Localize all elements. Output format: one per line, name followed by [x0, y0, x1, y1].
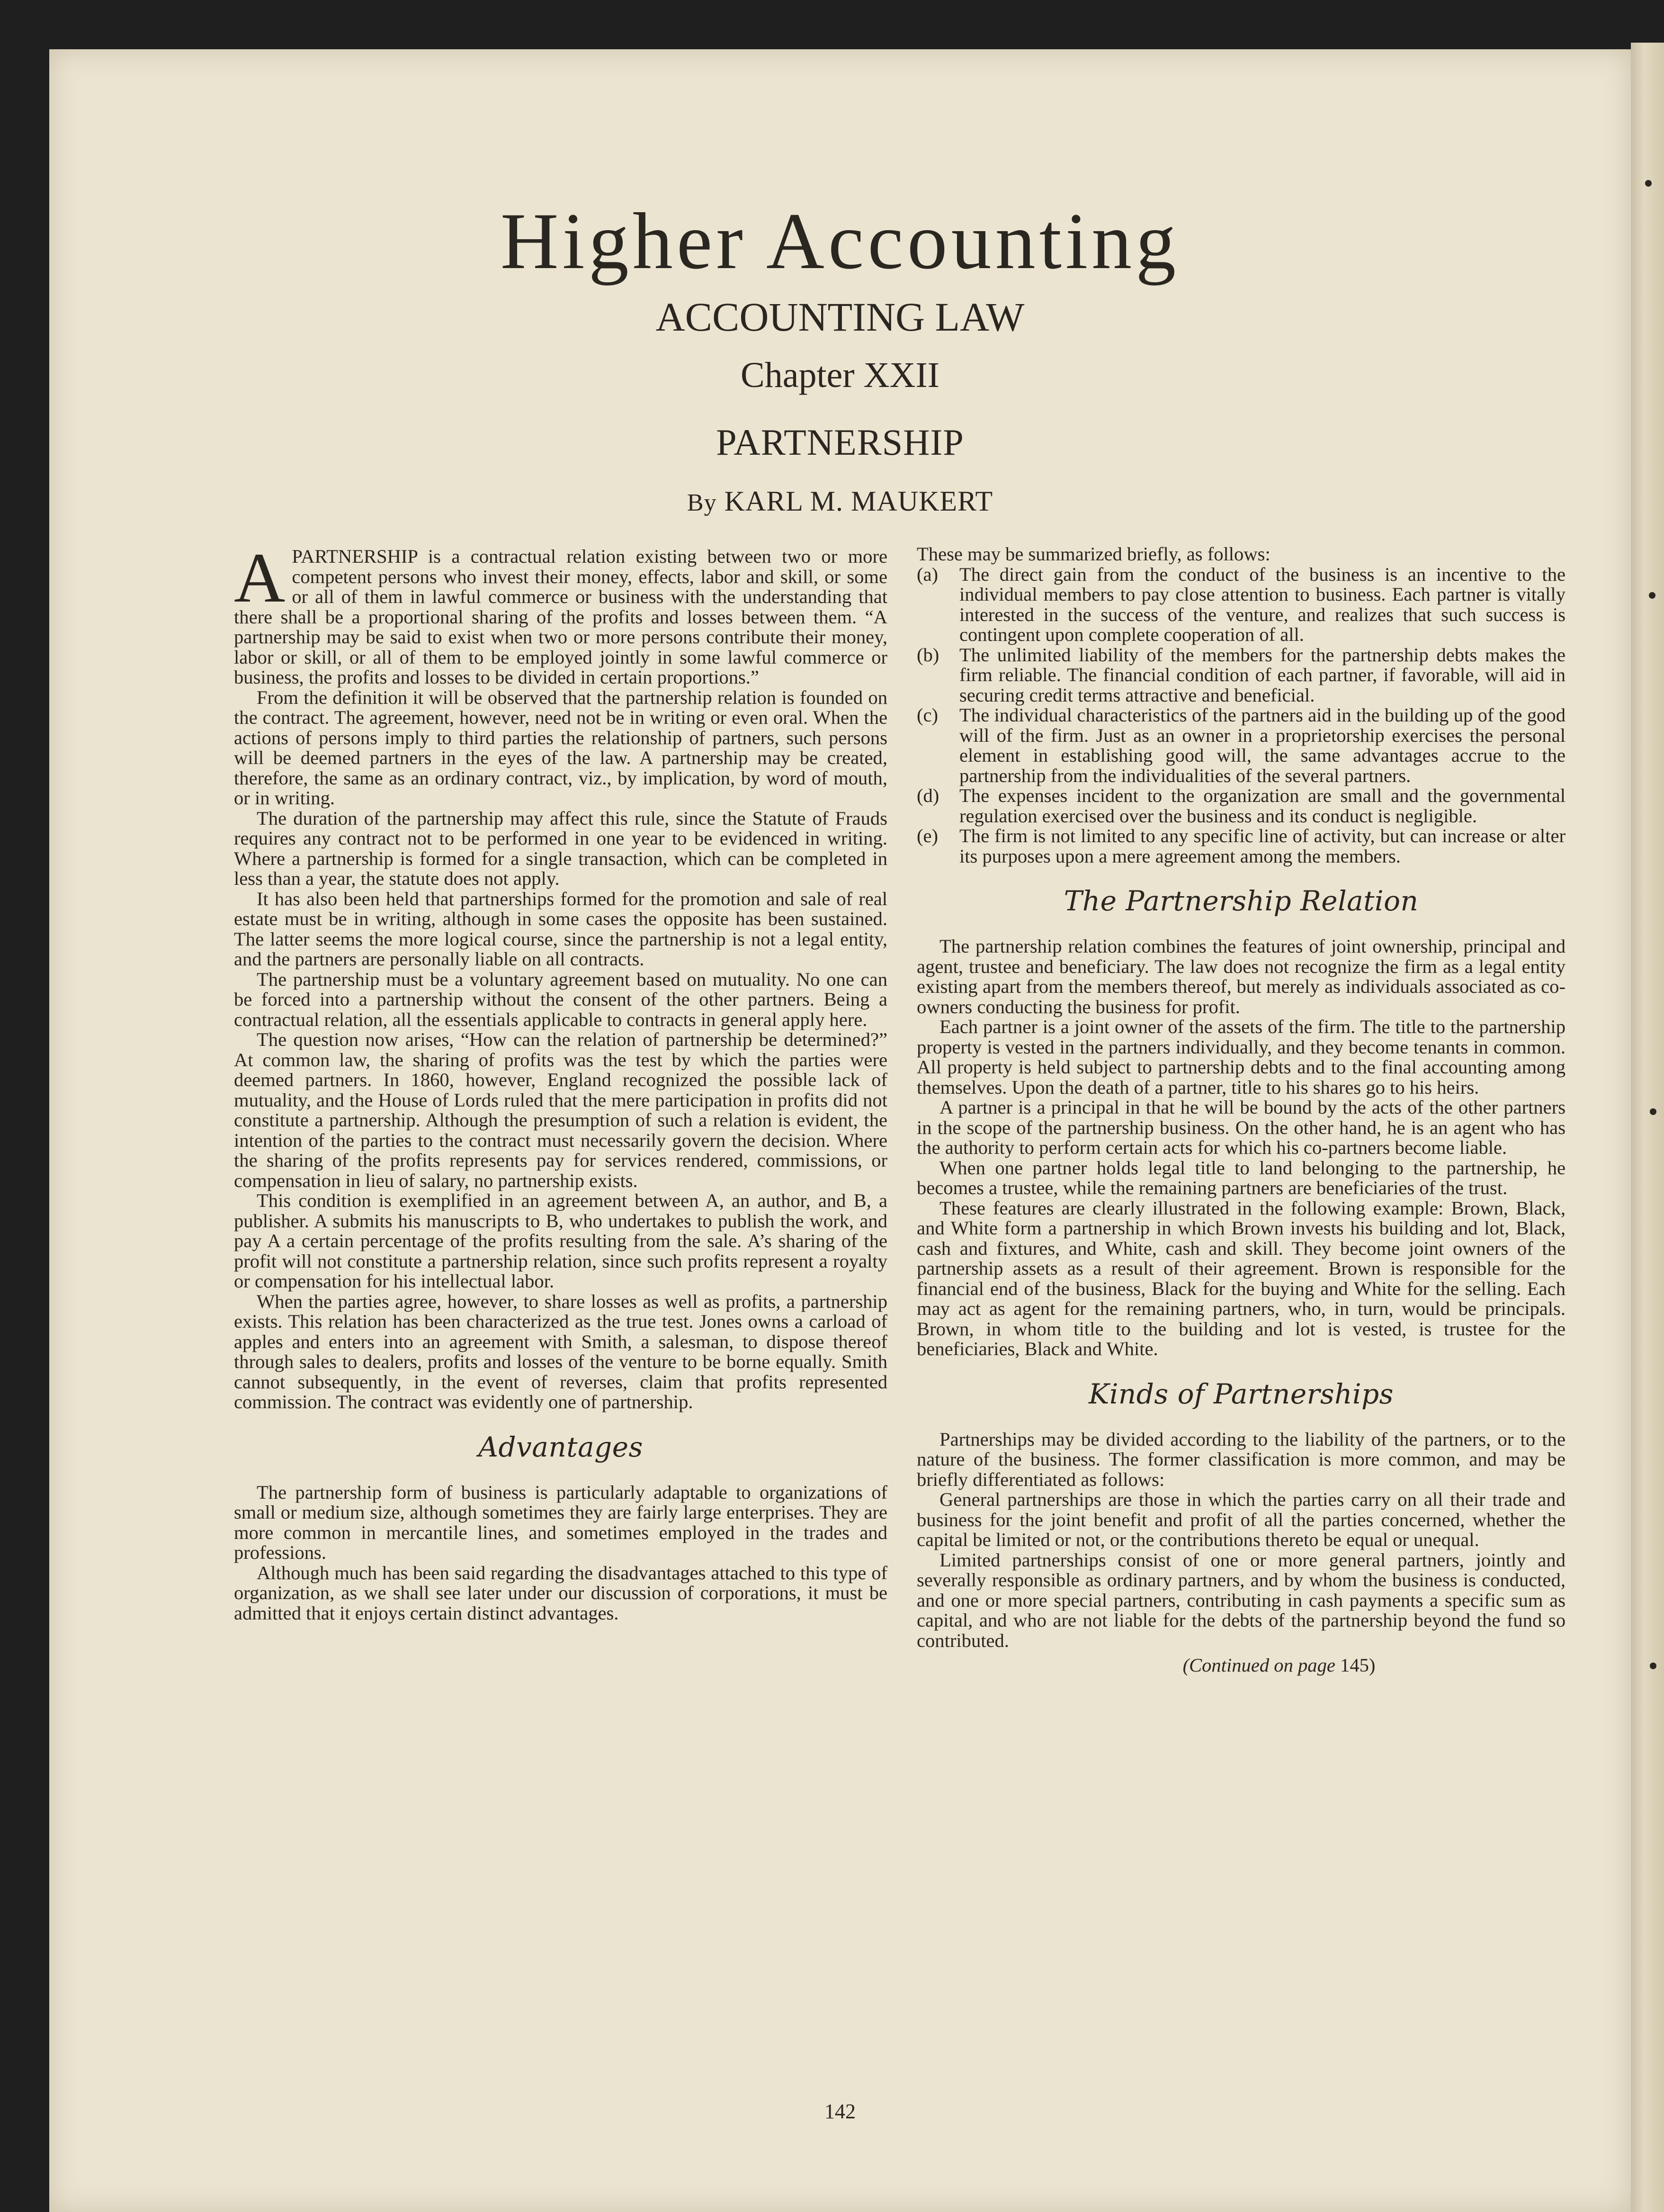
- list-intro: These may be summarized briefly, as follows:: [917, 543, 1270, 565]
- paragraph: When one partner holds legal title to land belonging to the partnership, he becomes a trustee, while the remaining partners are beneficiaries of the trust.: [917, 1157, 1566, 1198]
- advantages-list: [917, 565, 1566, 867]
- paragraph: General partnerships are those in which the parties carry on all their trade and business for the joint benefit and profit of all the parties concerned, whether the capital be limited or not, or the contributions thereto be equal or unequal.: [917, 1489, 1566, 1550]
- paragraph: Although much has been said regarding the disadvantages attached to this type of organization, as we shall see later under our discussion of corporations, it must be admitted that it enjoys certain distinct advantages.: [234, 1562, 887, 1624]
- list-item: [917, 565, 1566, 645]
- list-item: [917, 645, 1566, 706]
- paragraph: A partner is a principal in that he will be bound by the acts of the other partners in the scope of the partnership business. On the other hand, he is an agent who has the authority to perform certain acts for which his co-partners become liable.: [917, 1097, 1566, 1158]
- continued-text: (Continued on page: [1182, 1655, 1335, 1676]
- paragraph: The partnership relation combines the features of joint ownership, principal and agent, trustee and beneficiary. The law does not recognize the firm as a legal entity existing apart from the members thereof, but merely as individuals associated as co-owners conducting the business for profit.: [917, 935, 1566, 1017]
- article-subtitle: ACCOUNTING LAW: [655, 294, 1025, 340]
- paragraph: The duration of the partnership may affect this rule, since the Statute of Frauds requires any contract not to be performed in one year to be evidenced in writing. Where a partnership is formed for a single transaction, which can be completed in less than a year, the statute does not apply.: [234, 807, 887, 889]
- paragraph: Limited partnerships consist of one or more general partners, jointly and severally responsible as ordinary partners, and by whom the business is conducted, and one or more special partners, contributing in cash payments a specific sum as capital, and who are not liable for the debts of the partnership beyond the fund so contributed.: [917, 1549, 1566, 1651]
- heading-advantages: Advantages: [478, 1430, 643, 1463]
- paragraph: These features are clearly illustrated in the following example: Brown, Black, and White form a partnership in which Brown invests his building and lot, Black, cash and fixtures, and White, cash and skill. They become joint owners of the partnership assets as a result of their agreement. Brown is responsible for the financial end of the business, Black for the buying and White for the selling. Each may act as agent for the remaining partners, who, in turn, would be principals. Brown, in whom title to the building and lot is vested, is trustee for the beneficiaries, Black and White.: [917, 1197, 1566, 1359]
- paragraph-text: PARTNERSHIP is a contractual relation existing between two or more competent persons who invest their money, effects, labor and skill, or some or all of them in lawful commerce or business with the understanding that there shall be a proportional sharing of the profits and losses between them. “A partnership may be said to exist when two or more persons contribute their money, labor or skill, or all of them to be employed jointly in some lawful commerce or business, the profits and losses to be divided in certain proportions.”: [234, 546, 887, 688]
- paragraph: The question now arises, “How can the relation of partnership be determined?” At common law, the sharing of profits was the test by which the parties were deemed partners. In 1860, however, England recognized the possible lack of mutuality, and the House of Lords ruled that the mere participation in profits did not constitute a partnership. Although the presumption of such a relation is evident, the intention of the parties to the contract must necessarily govern the decision. Where the sharing of the profits represents pay for services rendered, commissions, or compensation in lieu of salary, no partnership exists.: [234, 1029, 887, 1191]
- heading-kinds-of-partnerships: Kinds of Partnerships: [1089, 1377, 1394, 1410]
- list-marker: (b): [917, 644, 939, 665]
- paragraph: Each partner is a joint owner of the assets of the firm. The title to the partnership property is vested in the partners individually, and they become tenants in common. All property is held subject to partnership debts and to the final accounting among themselves. Upon the death of a partner, title to his shares go to his heirs.: [917, 1016, 1566, 1098]
- page-title: Higher Accounting: [500, 197, 1180, 286]
- byline: [49, 482, 1631, 522]
- byline-prefix: By: [687, 489, 717, 516]
- list-marker: (d): [917, 785, 939, 806]
- drop-cap: A: [234, 539, 286, 617]
- list-item-text: The individual characteristics of the partners aid in the building up of the good will of the firm. Just as an owner in a proprietorship exercises the personal element in establishing good will, the same advantages accrue to the partnership from the individualities of the several partners.: [959, 704, 1566, 786]
- edge-mark: [1649, 592, 1655, 599]
- list-item-text: The unlimited liability of the members for the partnership debts makes the firm reliable. The financial condition of each partner, if favorable, will aid in securing credit terms attractive and beneficial.: [959, 644, 1566, 706]
- list-item: [917, 786, 1566, 826]
- continued-page-link[interactable]: 145): [1340, 1655, 1376, 1676]
- paragraph: This condition is exemplified in an agreement between A, an author, and B, a publisher. A submits his manuscripts to B, who undertakes to publish the work, and pay A a certain percentage of the profits resulting from the sale. A’s sharing of the profit will not constitute a partnership relation, since such profits represent a royalty or compensation for his intellectual labor.: [234, 1190, 887, 1292]
- paragraph: Partnerships may be divided according to the liability of the partners, or to the nature of the business. The former classification is more common, and may be briefly differentiated as follows:: [917, 1428, 1566, 1490]
- edge-mark: [1650, 1108, 1656, 1115]
- list-marker: (c): [917, 704, 939, 726]
- list-marker: (e): [917, 825, 939, 846]
- list-item-text: The direct gain from the conduct of the business is an incentive to the individual members to pay close attention to business. Each partner is vitally interested in the success of the venture, and realizes that such success is contingent upon complete cooperation of all.: [959, 563, 1566, 645]
- edge-mark: [1645, 180, 1652, 187]
- paragraph: It has also been held that partnerships formed for the promotion and sale of real estate must be in writing, although in some cases the opposite has been sustained. The latter seems the more logical course, since the partnership is not a legal entity, and the partners are personally liable on all contracts.: [234, 888, 887, 970]
- right-column: [917, 544, 1566, 1676]
- author-name: KARL M. MAUKERT: [724, 486, 993, 517]
- list-item-text: The firm is not limited to any specific line of activity, but can increase or alter its purposes upon a mere agreement among the members.: [959, 825, 1566, 867]
- section-title: PARTNERSHIP: [716, 422, 964, 463]
- heading-partnership-relation: The Partnership Relation: [1064, 885, 1419, 917]
- adjacent-page-edge: [1631, 43, 1664, 2212]
- paragraph: From the definition it will be observed that the partnership relation is founded on the contract. The agreement, however, need not be in writing or even oral. When the actions of persons imply to third parties the relationship of partners, such persons will be deemed partners in the eyes of the law. A partnership may be created, therefore, the same as an ordinary contract, viz., by implication, by word of mouth, or in writing.: [234, 686, 887, 809]
- edge-mark: [1650, 1663, 1656, 1669]
- list-marker: (a): [917, 563, 939, 585]
- list-item-text: The expenses incident to the organization are small and the governmental regulation exercised over the business and its conduct is negligible.: [959, 785, 1566, 827]
- magazine-page: [49, 49, 1631, 2212]
- chapter-label: Chapter XXII: [741, 355, 939, 395]
- paragraph: When the parties agree, however, to share losses as well as profits, a partnership exists. This relation has been characterized as the true test. Jones owns a carload of apples and enters into an agreement with Smith, a salesman, to dispose thereof through sales to dealers, profits and losses of the venture to be borne equally. Smith cannot subsequently, in the event of reverses, claim that profits represented commission. The contract was evidently one of partnership.: [234, 1290, 887, 1412]
- paragraph: [234, 539, 887, 688]
- article-header: [49, 196, 1631, 522]
- list-item: [917, 826, 1566, 866]
- list-item: [917, 705, 1566, 786]
- left-column: [234, 539, 887, 1624]
- continued-note: [917, 1655, 1566, 1676]
- page-number: 142: [824, 2100, 856, 2123]
- paragraph: The partnership must be a voluntary agreement based on mutuality. No one can be forced into a partnership without the consent of the other partners. Being a contractual relation, all the essentials applicable to contracts in general apply here.: [234, 968, 887, 1030]
- paragraph: The partnership form of business is particularly adaptable to organizations of small or medium size, although sometimes they are fairly large enterprises. They are more common in mercantile lines, and sometimes employed in the trades and professions.: [234, 1481, 887, 1563]
